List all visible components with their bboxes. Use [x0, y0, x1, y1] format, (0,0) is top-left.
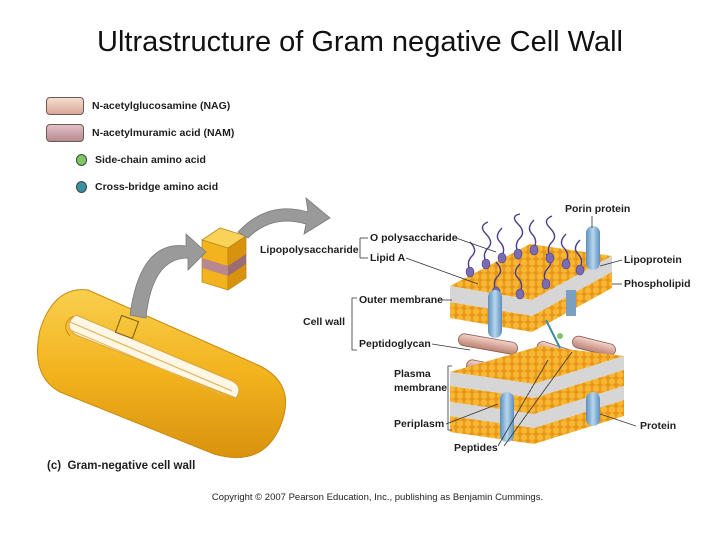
label-o-polysaccharide: O polysaccharide: [370, 232, 458, 244]
label-cell-wall: Cell wall: [303, 316, 346, 328]
label-plasma-membrane-2: membrane: [394, 382, 448, 394]
label-porin-protein: Porin protein: [565, 203, 631, 215]
label-lipopolysaccharide: Lipopolysaccharide: [260, 244, 359, 256]
bacterium-cell: [38, 290, 286, 458]
wall-section-cube: [202, 228, 246, 290]
label-lipoprotein: Lipoprotein: [624, 254, 682, 266]
label-peptidoglycan: Peptidoglycan: [359, 338, 431, 350]
page-title: Ultrastructure of Gram negative Cell Wall: [97, 26, 623, 58]
caption-text: Gram-negative cell wall: [67, 460, 196, 472]
figure-caption: [47, 460, 195, 472]
legend-label: N-acetylmuramic acid (NAM): [92, 127, 235, 139]
legend-label: Side-chain amino acid: [95, 154, 206, 166]
label-plasma-membrane-1: Plasma: [394, 368, 431, 380]
label-lipid-a: Lipid A: [370, 252, 406, 264]
copyright-notice: Copyright © 2007 Pearson Education, Inc., publishing as Benjamin Cummings.: [211, 492, 544, 503]
caption-letter: (c): [47, 460, 62, 472]
label-periplasm: Periplasm: [394, 418, 445, 430]
legend-label: N-acetylglucosamine (NAG): [92, 100, 231, 112]
legend-label: Cross-bridge amino acid: [95, 181, 219, 193]
label-outer-membrane: Outer membrane: [359, 294, 444, 306]
label-protein: Protein: [640, 420, 677, 432]
lipoprotein-shape: [566, 290, 576, 316]
label-peptides: Peptides: [454, 442, 498, 454]
label-phospholipid: Phospholipid: [624, 278, 691, 290]
